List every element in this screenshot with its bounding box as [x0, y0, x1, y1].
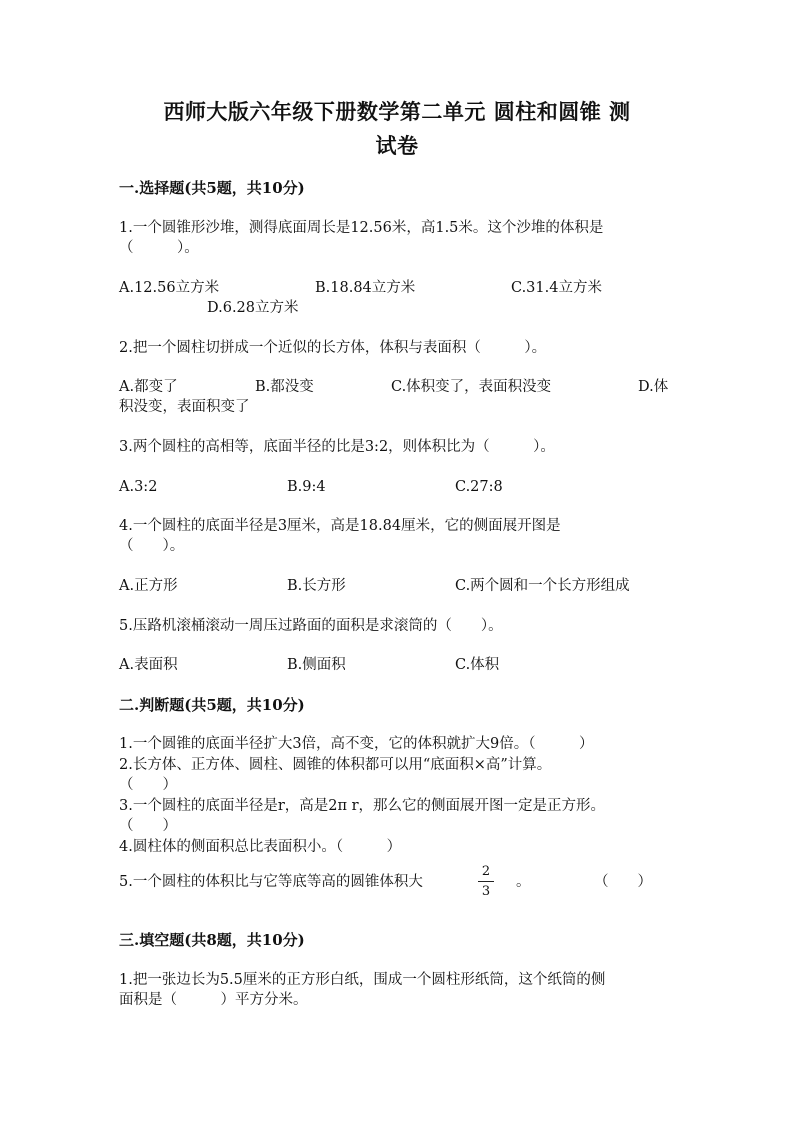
judge-question-2: 2.长方体、正方体、圆柱、圆锥的体积都可以用“底面积×高”计算。: [119, 757, 552, 773]
option-a: A.12.56立方米: [119, 280, 220, 296]
option-a: A.3:2: [119, 479, 158, 495]
option-b: B.长方形: [287, 578, 346, 594]
answer-blank: （ ）。: [119, 240, 199, 256]
option-d-continued: 积没变，表面积变了: [119, 399, 250, 415]
fraction-denominator: 3: [481, 884, 491, 899]
option-c: C.两个圆和一个长方形组成: [455, 578, 630, 594]
question-text: 5.一个圆柱的体积比与它等底等高的圆锥体积大: [119, 874, 423, 890]
sentence-end: 。: [516, 874, 531, 890]
section-heading-fill: 三.填空题(共8题，共10分): [119, 931, 305, 949]
option-b: B.18.84立方米: [315, 280, 416, 296]
fraction: [476, 864, 496, 899]
option-c: C.体积: [455, 657, 500, 673]
answer-blank: （ ）: [594, 874, 652, 890]
option-b: B.9:4: [287, 479, 326, 495]
option-a: A.正方形: [119, 578, 178, 594]
question-text: 3.两个圆柱的高相等，底面半径的比是3:2，则体积比为（ ）。: [119, 439, 555, 455]
title-line-1: 西师大版六年级下册数学第二单元 圆柱和圆锥 测: [163, 99, 631, 124]
question-text: 1.把一张边长为5.5厘米的正方形白纸，围成一个圆柱形纸筒，这个纸筒的侧: [119, 972, 606, 988]
option-c: C.31.4立方米: [511, 280, 602, 296]
option-b: B.侧面积: [287, 657, 346, 673]
answer-blank: （ ）。: [119, 538, 185, 554]
option-b: B.都没变: [255, 379, 314, 395]
question-text: 5.压路机滚桶滚动一周压过路面的面积是求滚筒的（ ）。: [119, 618, 503, 634]
section-heading-judge: 二.判断题(共5题，共10分): [119, 696, 305, 714]
judge-question-2-blank: （ ）: [119, 777, 177, 793]
judge-question-3-blank: （ ）: [119, 818, 177, 834]
option-a: A.表面积: [119, 657, 178, 673]
question-text: 4.一个圆柱的底面半径是3厘米，高是18.84厘米，它的侧面展开图是: [119, 518, 561, 534]
option-c: C.体积变了，表面积没变: [391, 379, 552, 395]
question-text-continued: 面积是（ ）平方分米。: [119, 992, 308, 1008]
option-d: D.6.28立方米: [207, 300, 299, 316]
option-c: C.27:8: [455, 479, 503, 495]
judge-question-4: 4.圆柱体的侧面积总比表面积小。（ ）: [119, 839, 402, 855]
judge-question-3: 3.一个圆柱的底面半径是r，高是2π r，那么它的侧面展开图一定是正方形。: [119, 798, 606, 814]
fraction-numerator: 2: [481, 864, 491, 879]
option-d: D.体: [638, 379, 669, 395]
option-a: A.都变了: [119, 379, 178, 395]
title-line-2: 试卷: [375, 133, 419, 158]
question-text: 1.一个圆锥形沙堆，测得底面周长是12.56米，高1.5米。这个沙堆的体积是: [119, 220, 604, 236]
fraction-bar: [478, 881, 494, 882]
question-text: 2.把一个圆柱切拼成一个近似的长方体，体积与表面积（ ）。: [119, 340, 547, 356]
section-heading-choice: 一.选择题(共5题，共10分): [119, 179, 305, 197]
judge-question-1: 1.一个圆锥的底面半径扩大3倍，高不变，它的体积就扩大9倍。（ ）: [119, 736, 594, 752]
